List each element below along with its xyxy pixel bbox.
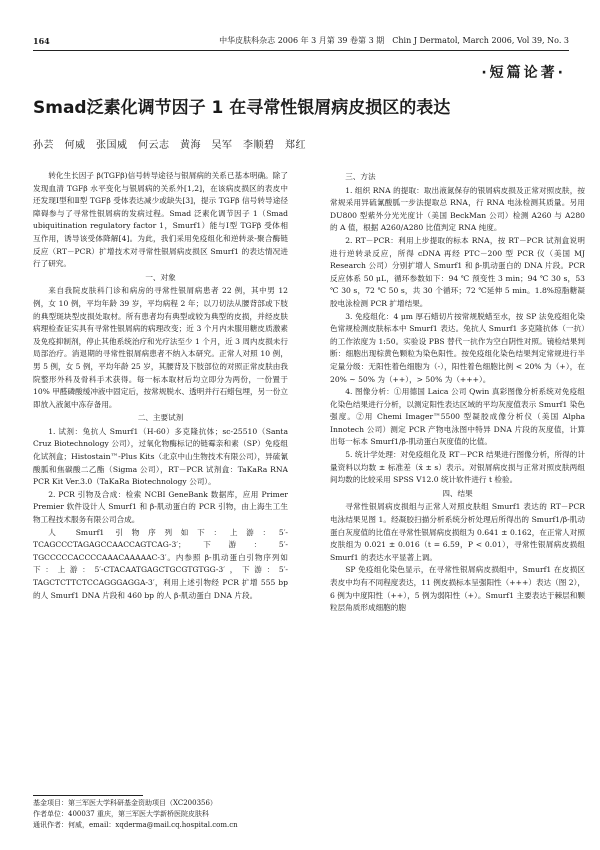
running-header <box>33 34 569 48</box>
article-title: Smad泛素化调节因子 1 在寻常性银屑病皮损区的表达 <box>33 98 451 118</box>
primer-sequences-paragraph: 人 Smurf1 引物序列如下：上游：5′-TCAGCCCTAGAGCCAACCAGTCAG-3′；下游：5′-TGCCCCCACCCCAAACAAAAAC-3′。内参照 β-肌动蛋白引物序列如下：上游：5′-CTACAATGAGCTGCGTGTGG-3′，下游：5′-TAGCTCTTCTCCAGGGAGGA-3′，利用上述引物经 PCR 扩增 555 bp 的人 Smurf1 DNA 片段和 460 bp 的人 β-肌动蛋白 DNA 片段。 <box>33 527 288 600</box>
journal-citation: 中华皮肤科杂志 2006 年 3 月第 39 卷第 3 期 Chin J Dermatol, March 2006, Vol 39, No. 3 <box>219 36 569 45</box>
subjects-paragraph: 来自我院皮肤科门诊和病房的寻常性银屑病患者 22 例，其中男 12 例，女 10 例，平均年龄 39 岁，平均病程 2 年；以刀切法从腰背部或下肢的典型斑块型皮损处取材。所有患者均有典型或较为典型的皮损，并经皮肤病理检查证实具有寻常性银屑病的病理改变；近 3 个月内未服用糖皮质激素及免疫抑制剂，停止其他系统治疗和光疗法至少 1 个月，近 3 周内皮损未行局部治疗。消退期的寻常性银屑病患者不纳入本研究。正常人对照 10 例，男 5 例，女 5 例，平均年龄 25 岁，其腰背及下肢部位的对照正常皮肤由我院整形外科及骨科手术获得。每一标本取材后均立即分为两份，一份置于 10% 甲醛磷酸缓冲液中固定后，按常规脱水、透明并行石蜡包埋，另一份立即放入液氮中冻存备用。 <box>33 286 288 409</box>
header-rule <box>33 50 569 51</box>
author-list: 孙芸 何威 张国威 何云志 黄海 吴军 李顺碧 郑红 <box>33 140 306 151</box>
section-heading-reagents: 二、主要试剂 <box>137 413 184 423</box>
page-number: 164 <box>33 36 50 46</box>
section-heading-results: 四、结果 <box>442 488 473 498</box>
footnotes <box>33 798 293 831</box>
intro-paragraph: 转化生长因子 β(TGFβ)信号转导途径与银屑病的关系已基本明确。除了发现血清 TGFβ 水平变化与银屑病的关系外[1,2]，在该病皮损区的表皮中还发现Ⅰ型和Ⅱ型 TGFβ 受体表达减少或缺失[3]，提示 TGFβ 信号转导途径障碍参与了寻常性银屑病的发病过程。Smad 泛素化调节因子 1（Smad ubiquitination regulatory factor 1，Smurf1）能与Ⅰ型 TGFβ 受体相互作用，诱导该受体降解[4]。为此，我们采用免疫组化和逆转录-聚合酶链反应（RT－PCR）扩增技术对寻常性银屑病皮损区 Smurf1 的表达情况进行了研究。 <box>33 171 288 269</box>
results-paragraph-2: SP 免疫组化染色显示，在寻常性银屑病皮损组中，Smurf1 在皮损区表皮中均有不同程度表达，11 例皮损标本呈强阳性（+++）表达（图 2），6 例为中度阳性（++），5 例为弱阳性（+）。Smurf1 主要表达于棘层和颗粒层角质形成细胞的胞 <box>330 565 585 613</box>
rna-extraction-paragraph: 1. 组织 RNA 的提取：取出液氮保存的银屑病皮损及正常对照皮肤，按常规采用异硫氰酸胍一步法提取总 RNA，行 RNA 电泳检测其质量。另用 DU800 型紫外分光光度计（美国 BeckMan 公司）检测 A260 与 A280 的 A 值，根据 A260/A280 比值判定 RNA 纯度。 <box>330 185 585 233</box>
footnote-corresponding: 通讯作者：何威，email：xqderma@mail.cq.hospital.com.cn <box>33 821 238 829</box>
primers-paragraph: 2. PCR 引物及合成：检索 NCBI GeneBank 数据库，应用 Primer Premier 软件设计人 Smurf1 和 β-肌动蛋白的 PCR 引物，由上海生工生物工程技术服务有限公司合成。 <box>33 489 288 525</box>
footnote-rule <box>33 795 143 796</box>
image-analysis-paragraph: 4. 图像分析：①用德国 Laica 公司 Qwin 真彩图像分析系统对免疫组化染色结果进行分析，以测定阳性表达区域的平均灰度值表示 Smurf1 染色强度。②用 Chemi Imager™5500 型凝胶成像分析仪（美国 Alpha Innotech 公司）测定 PCR 产物电泳图中特异 DNA 片段的灰度值，计算出每一标本 Smurf1/β-肌动蛋白灰度值的比值。 <box>330 387 585 447</box>
left-column <box>33 170 288 790</box>
footnote-fund: 基金项目：第三军医大学科研基金资助项目（XC200356） <box>33 799 217 807</box>
statistics-paragraph: 5. 统计学处理：对免疫组化及 RT－PCR 结果进行图像分析，所得的计量资料以均数 ± 标准差（x̄ ± s）表示。对银屑病皮损与正常对照皮肤两组间均数的比较采用 SPSS V12.0 统计软件进行 t 检验。 <box>330 450 585 485</box>
reagents-paragraph: 1. 试剂：兔抗人 Smurf1（H-60）多克隆抗体；sc-25510（Santa Cruz Biotechnology 公司），过氧化物酶标记的链霉亲和素（SP）免疫组化试剂盒；Histostain™-Plus Kits（北京中山生物技术有限公司），异硫氰酸胍和焦碳酸二乙酯（Sigma 公司），RT－PCR 试剂盒：TaKaRa RNA PCR Kit Ver.3.0（TaKaRa Biotechnology 公司）。 <box>33 426 288 487</box>
immunohistochemistry-paragraph: 3. 免疫组化：4 μm 厚石蜡切片按常规脱蜡至水，按 SP 法免疫组化染色常规检测皮肤标本中 Smurf1 表达。兔抗人 Smurf1 多克隆抗体（一抗）的工作浓度为 1:50。实验设 PBS 替代一抗作为空白阴性对照。镜检结果判断：细胞出现棕黄色颗粒为染色阳性。按免疫组化染色结果判定常规进行半定量分级：无阳性着色细胞为（-），阳性着色细胞比例 < 20% 为（+），在 20% ~ 50% 为（++），> 50% 为（+++）。 <box>330 311 585 384</box>
results-paragraph-1: 寻常性银屑病皮损组与正常人对照皮肤组 Smurf1 表达的 RT－PCR 电泳结果见图 1。经凝胶扫描分析系统分析处理后所得出的 Smurf1/β-肌动蛋白灰度值的比值在寻常性银屑病皮损组为 0.641 ± 0.162，在正常人对照皮肤组为 0.021 ± 0.016（t = 6.59，P < 0.01），寻常性银屑病皮损组 Smurf1 的表达水平显著上调。 <box>330 502 585 562</box>
right-column <box>330 170 585 790</box>
rt-pcr-paragraph: 2. RT－PCR：利用上步提取的标本 RNA，按 RT－PCR 试剂盒说明进行逆转录反应，所得 cDNA 再经 PTC－200 型 PCR 仪（美国 MJ Research 公司）分别扩增人 Smurf1 和 β-肌动蛋白的 DNA 片段。PCR 反应体系 50 μL，循环参数如下：94 ℃ 预变性 3 min；94 ℃ 30 s，53 ℃ 30 s，72 ℃ 50 s，共 30 个循环；72 ℃延伸 5 min。1.8%琼脂糖凝胶电泳检测 PCR 扩增结果。 <box>330 235 585 308</box>
section-tag: ·短篇论著· <box>481 65 566 81</box>
section-heading-subjects: 一、对象 <box>145 272 176 282</box>
section-heading-methods: 三、方法 <box>345 172 376 181</box>
footnote-affiliation: 作者单位：400037 重庆，第三军医大学新桥医院皮肤科 <box>33 810 209 818</box>
